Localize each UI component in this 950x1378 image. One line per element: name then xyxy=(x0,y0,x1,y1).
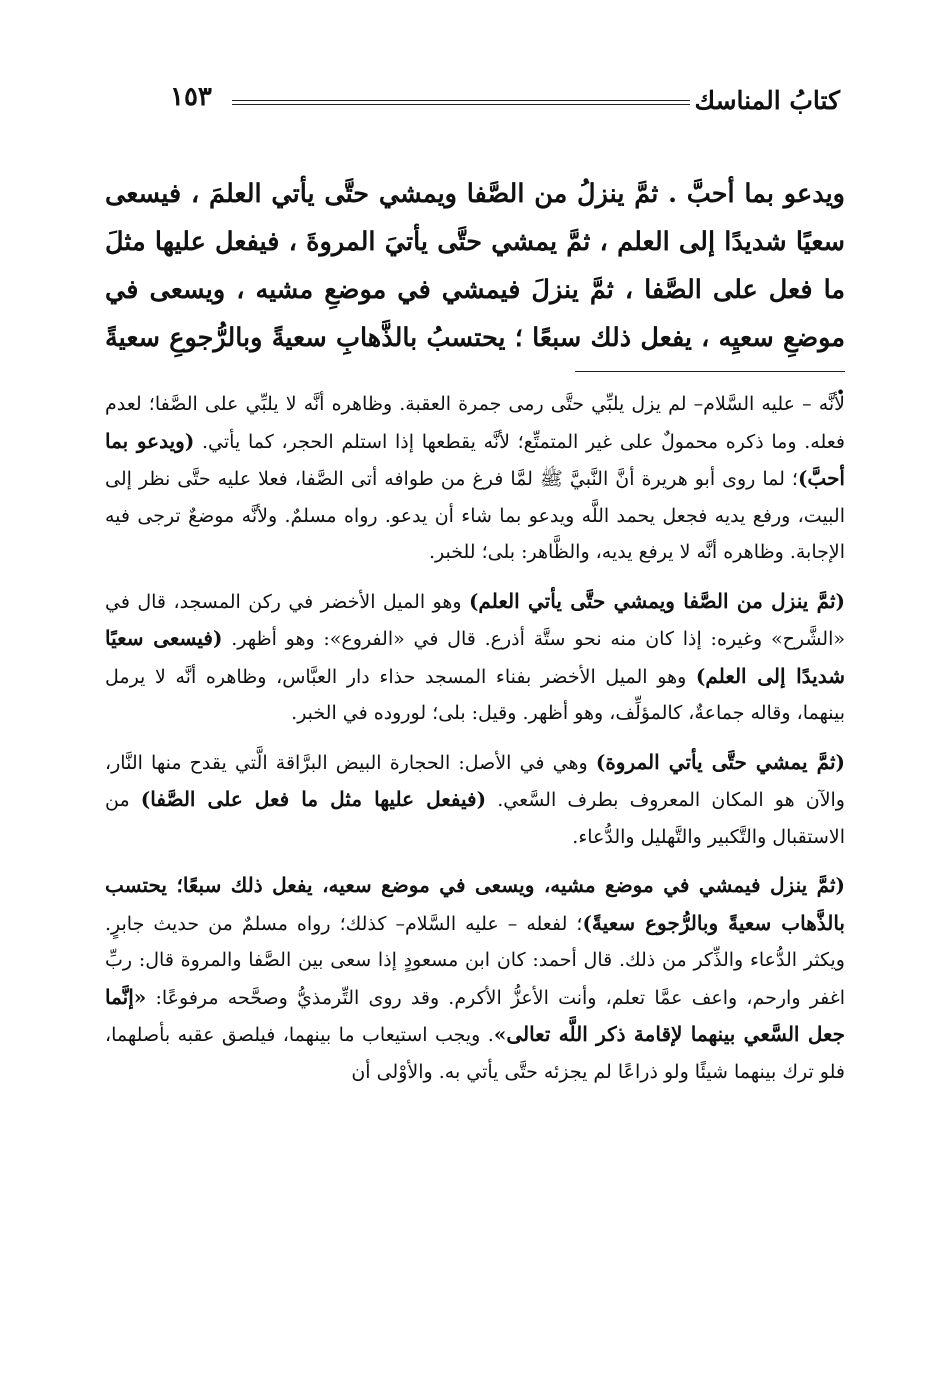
commentary-text: من الاستقبال والتَّكبير والتَّهليل والدُّعاء. xyxy=(105,789,845,848)
commentary-paragraph-2 xyxy=(105,583,845,732)
main-text xyxy=(105,170,845,410)
commentary-text: وهو الميل الأخضر في ركن المسجد، قال في «الشَّرح» وغيره: إذا كان منه نحو ستَّة أذرع. قال في «الفروع»: وهو أظهر. xyxy=(105,590,845,650)
running-header xyxy=(150,78,840,122)
header-rule xyxy=(232,100,690,105)
page-number: ١٥٣ xyxy=(170,82,212,112)
main-text-paragraph: ويدعو بما أحبَّ . ثمَّ ينزلُ من الصَّفا ويمشي حتَّى يأتي العلمَ ، فيسعى سعيًا شديدًا إلى العلم ، ثمَّ يمشي حتَّى يأتيَ المروةَ ، فيفعل عليها مثلَ ما فعل على الصَّفا ، ثمَّ ينزلَ فيمشي في موضعِ مشيه ، ويسعى في موضعِ سعيِه ، يفعل ذلك سبعًا ؛ يحتسبُ بالذَّهابِ سعيةً وبالرُّجوعِ سعيةً . xyxy=(105,179,845,401)
commentary xyxy=(105,386,845,1102)
quoted-matn: (فيسعى سعيًا شديدًا إلى العلم) xyxy=(105,626,845,688)
quoted-matn: (ويدعو بما أحبَّ) xyxy=(105,428,845,490)
quoted-matn: (ثمَّ يمشي حتَّى يأتي المروة) xyxy=(595,749,845,774)
quoted-hadith: «إنَّما جعل السَّعي بينهما لإقامة ذكر اللَّه تعالى» xyxy=(105,984,845,1046)
commentary-text: وهو الميل الأخضر بفناء المسجد حذاء دار العبَّاس، وظاهره أنَّه لا يرمل بينهما، وقاله جماعةٌ، كالمؤلِّف، وهو أظهر. وقيل: بلى؛ لوروده في الخبر. xyxy=(105,665,845,724)
quoted-matn: (ثمَّ ينزل فيمشي في موضع مشيه، ويسعى في موضع سعيه، يفعل ذلك سبعًا؛ يحتسب بالذَّهاب سعيةً وبالرُّجوع سعيةً) xyxy=(105,873,845,935)
commentary-text: . ويجب استيعاب ما بينهما، فيلصق عقبه بأصلهما، فلو ترك بينهما شيئًا ولو ذراعًا لم يجزئه حتَّى يأتي به. والأوْلى أن xyxy=(105,1024,845,1083)
commentary-text: ؛ لما روى أبو هريرة أنَّ النَّبيَّ ﷺ لمَّا فرغ من طوافه أتى الصَّفا، فعلا عليه حتَّى نظر إلى البيت، ورفع يديه فجعل يحمد اللَّه ويدعو بما شاء أن يدعو. رواه مسلمٌ. ولأنَّه موضعٌ ترجى فيه الإجابة. وظاهره أنَّه لا يرفع يديه، والظَّاهر: بلى؛ للخبر. xyxy=(105,468,845,563)
commentary-paragraph-3 xyxy=(105,744,845,856)
commentary-paragraph-4 xyxy=(105,867,845,1090)
commentary-text: لأنَّه – عليه السَّلام– لم يزل يلبِّي حتَّى رمى جمرة العقبة. وظاهره أنَّه لا يلبِّي على الصَّفا؛ لعدم فعله. وما ذكره محمولٌ على غير المتمتِّع؛ لأنَّه يقطعها إذا استلم الحجر، كما يأتي. xyxy=(105,393,846,453)
footnote-divider xyxy=(575,371,845,372)
book-title: كتابُ المناسك xyxy=(694,86,840,115)
quoted-matn: (فيفعل عليها مثل ما فعل على الصَّفا) xyxy=(140,787,487,811)
commentary-text: ؛ لفعله – عليه السَّلام– كذلك؛ رواه مسلمٌ من حديث جابرٍ. ويكثر الدُّعاء والذِّكر من ذلك. قال أحمد: كان ابن مسعودٍ إذا سعى بين الصَّفا والمروة قال: ربِّ اغفر وارحم، واعف عمَّا تعلم، وأنت الأعزُّ الأكرم. وقد روى التِّرمذيُّ وصحَّحه مرفوعًا: xyxy=(105,912,845,1009)
quoted-matn: (ثمَّ ينزل من الصَّفا ويمشي حتَّى يأتي العلم) xyxy=(468,588,845,613)
commentary-paragraph-1 xyxy=(105,386,845,571)
commentary-text: وهي في الأصل: الحجارة البيض البرَّاقة الَّتي يقدح منها النَّار، والآن هو المكان المعروف بطرف السَّعي. xyxy=(105,751,845,811)
